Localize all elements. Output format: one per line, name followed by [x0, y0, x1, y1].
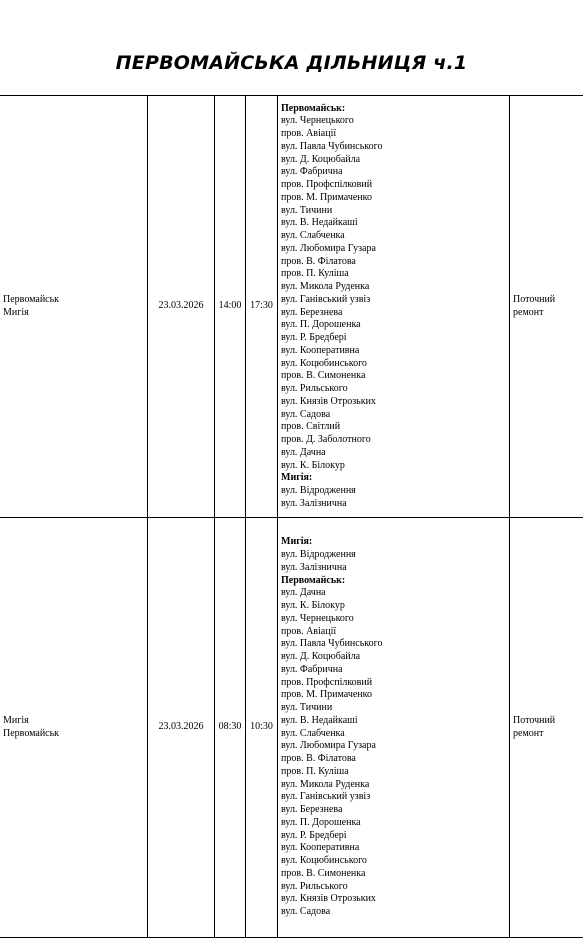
street-item: вул. Фабрична [281, 166, 506, 179]
street-item: вул. Кооперативна [281, 842, 506, 855]
street-item: пров. В. Філатова [281, 753, 506, 766]
street-item: пров. М. Примаченко [281, 192, 506, 205]
locality-line: Первомайськ [3, 294, 144, 307]
outage-schedule-table [0, 95, 583, 938]
street-item: вул. Коцюбинського [281, 358, 506, 371]
street-item: пров. Світлий [281, 421, 506, 434]
date-cell: 23.03.2026 [148, 518, 215, 938]
street-item: вул. Чернецького [281, 613, 506, 626]
locality-cell [0, 96, 148, 518]
street-item: вул. П. Дорошенка [281, 817, 506, 830]
end-time-cell: 17:30 [246, 96, 278, 518]
street-item: вул. Р. Бредбері [281, 830, 506, 843]
street-item: вул. В. Недайкаші [281, 217, 506, 230]
start-time-cell: 08:30 [215, 518, 246, 938]
street-item: вул. Слабченка [281, 230, 506, 243]
works-type-line: Поточний [513, 715, 581, 728]
street-item: вул. Березнева [281, 804, 506, 817]
street-item: вул. Відродження [281, 549, 506, 562]
street-item: пров. В. Симоненка [281, 868, 506, 881]
locality-line: Мигія [3, 307, 144, 320]
street-item: пров. П. Куліша [281, 268, 506, 281]
street-item: вул. К. Білокур [281, 460, 506, 473]
street-item: вул. В. Недайкаші [281, 715, 506, 728]
locality-line: Первомайськ [3, 728, 144, 741]
works-type-line: ремонт [513, 728, 581, 741]
street-item: вул. Коцюбинського [281, 855, 506, 868]
locality-cell [0, 518, 148, 938]
street-item: вул. Павла Чубинського [281, 638, 506, 651]
street-item: вул. Ганівський узвіз [281, 791, 506, 804]
street-item: вул. Любомира Гузара [281, 243, 506, 256]
street-item: вул. Кооперативна [281, 345, 506, 358]
street-item: пров. П. Куліша [281, 766, 506, 779]
street-item: пров. Авіації [281, 626, 506, 639]
street-item: пров. Профспілковий [281, 677, 506, 690]
street-item: вул. Д. Коцюбайла [281, 651, 506, 664]
table-row [0, 96, 583, 518]
street-item: вул. Тичини [281, 205, 506, 218]
locality-group-heading: Первомайськ: [281, 575, 506, 588]
street-item: вул. Відродження [281, 485, 506, 498]
street-item: вул. П. Дорошенка [281, 319, 506, 332]
street-item: вул. Слабченка [281, 728, 506, 741]
street-item: вул. Князів Отрозьких [281, 396, 506, 409]
start-time-cell: 14:00 [215, 96, 246, 518]
page-title: ПЕРВОМАЙСЬКА ДІЛЬНИЦЯ ч.1 [0, 52, 583, 74]
street-item: вул. Дачна [281, 447, 506, 460]
street-item: вул. Р. Бредбері [281, 332, 506, 345]
street-item: вул. Ганівський узвіз [281, 294, 506, 307]
works-type-line: Поточний [513, 294, 581, 307]
streets-cell [278, 518, 510, 938]
locality-group-heading: Первомайськ: [281, 103, 506, 116]
locality-line: Мигія [3, 715, 144, 728]
street-item: вул. Садова [281, 409, 506, 422]
locality-group-heading: Мигія: [281, 472, 506, 485]
table-row [0, 518, 583, 938]
works-type-cell [510, 96, 583, 518]
street-item: вул. Д. Коцюбайла [281, 154, 506, 167]
date-cell: 23.03.2026 [148, 96, 215, 518]
locality-group-heading: Мигія: [281, 536, 506, 549]
works-type-line: ремонт [513, 307, 581, 320]
street-item: вул. Рильського [281, 383, 506, 396]
street-item: вул. Любомира Гузара [281, 740, 506, 753]
street-item: пров. М. Примаченко [281, 689, 506, 702]
street-item: вул. Микола Руденка [281, 779, 506, 792]
street-item: вул. Березнева [281, 307, 506, 320]
street-item: вул. Залізнична [281, 562, 506, 575]
end-time-cell: 10:30 [246, 518, 278, 938]
street-item: пров. Профспілковий [281, 179, 506, 192]
works-type-cell [510, 518, 583, 938]
street-item: вул. Князів Отрозьких [281, 893, 506, 906]
street-item: пров. В. Філатова [281, 256, 506, 269]
street-item: вул. Дачна [281, 587, 506, 600]
street-item: пров. В. Симоненка [281, 370, 506, 383]
streets-cell [278, 96, 510, 518]
street-item: вул. Садова [281, 906, 506, 919]
street-item: вул. Рильського [281, 881, 506, 894]
street-item: пров. Д. Заболотного [281, 434, 506, 447]
street-item: вул. Чернецького [281, 115, 506, 128]
street-item: вул. Залізнична [281, 498, 506, 511]
street-item: пров. Авіації [281, 128, 506, 141]
street-item: вул. Павла Чубинського [281, 141, 506, 154]
street-item: вул. Микола Руденка [281, 281, 506, 294]
street-item: вул. Фабрична [281, 664, 506, 677]
street-item: вул. К. Білокур [281, 600, 506, 613]
street-item: вул. Тичини [281, 702, 506, 715]
